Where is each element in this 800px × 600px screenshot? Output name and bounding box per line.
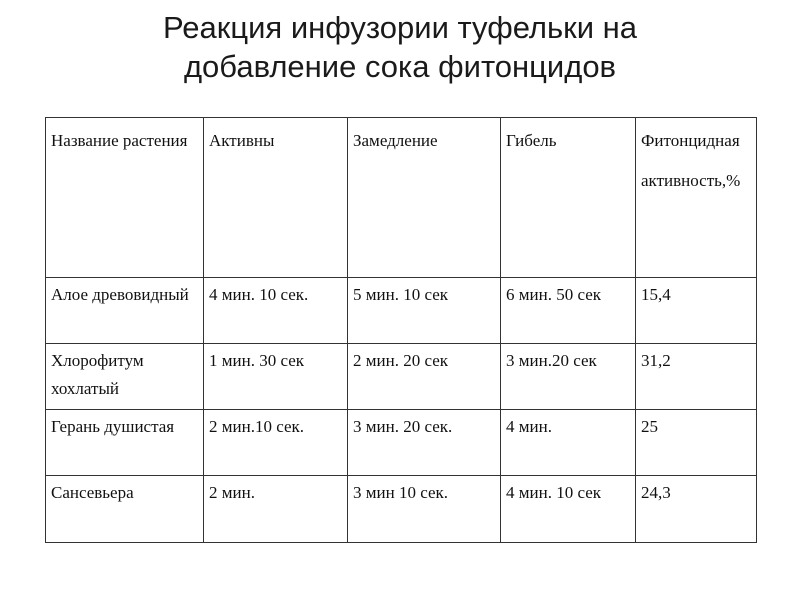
cell-active: 2 мин.10 сек. (204, 410, 348, 476)
cell-death: 6 мин. 50 сек (501, 278, 636, 344)
cell-phytoncide-activity: 25 (636, 410, 757, 476)
header-slowdown: Замедление (348, 118, 501, 278)
cell-slowdown: 3 мин. 20 сек. (348, 410, 501, 476)
cell-phytoncide-activity: 15,4 (636, 278, 757, 344)
table-row (46, 410, 757, 476)
header-plant-name: Название растения (46, 118, 204, 278)
header-death: Гибель (501, 118, 636, 278)
table-row (46, 278, 757, 344)
cell-death: 4 мин. 10 сек (501, 476, 636, 543)
slide-title (0, 8, 800, 86)
cell-slowdown: 3 мин 10 сек. (348, 476, 501, 543)
cell-slowdown: 2 мин. 20 сек (348, 344, 501, 410)
cell-phytoncide-activity: 31,2 (636, 344, 757, 410)
slide-title-line-1: Реакция инфузории туфельки на (162, 10, 638, 45)
cell-death: 3 мин.20 сек (501, 344, 636, 410)
cell-active: 1 мин. 30 сек (204, 344, 348, 410)
cell-active: 4 мин. 10 сек. (204, 278, 348, 344)
cell-active: 2 мин. (204, 476, 348, 543)
cell-plant-name: Сансевьера (46, 476, 204, 543)
header-phytoncide-activity: Фитонцидная активность,% (636, 118, 757, 278)
cell-plant-name: Герань душистая (46, 410, 204, 476)
table-row (46, 344, 757, 410)
cell-plant-name: Хлорофитум хохлатый (46, 344, 204, 410)
table-header-row (46, 118, 757, 278)
cell-death: 4 мин. (501, 410, 636, 476)
slide-title-line-2: добавление сока фитонцидов (183, 49, 617, 84)
cell-slowdown: 5 мин. 10 сек (348, 278, 501, 344)
cell-phytoncide-activity: 24,3 (636, 476, 757, 543)
table-row (46, 476, 757, 543)
header-active: Активны (204, 118, 348, 278)
cell-plant-name: Алое древовидный (46, 278, 204, 344)
phytoncide-table (45, 117, 757, 543)
